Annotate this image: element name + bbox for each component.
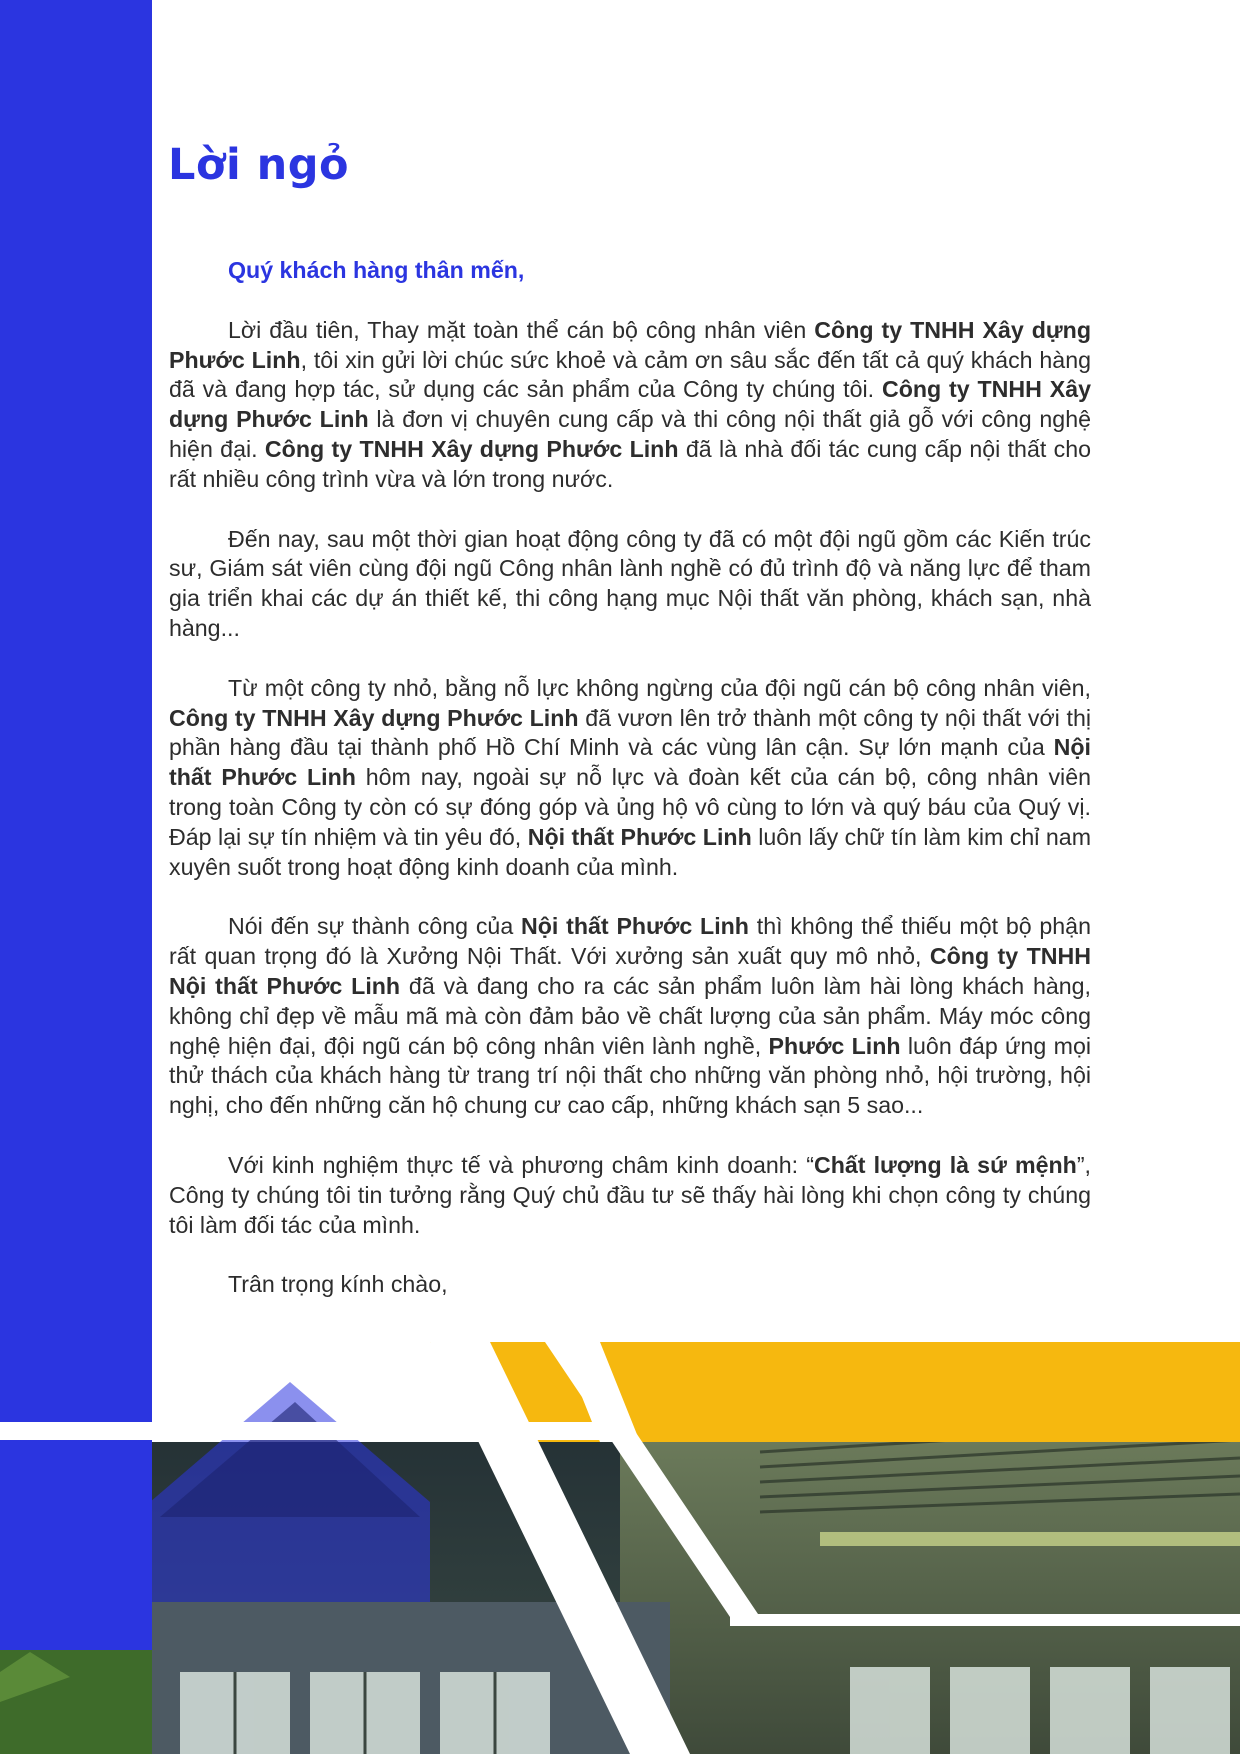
paragraph-1: [169, 316, 1091, 495]
brand-name: Phước Linh: [768, 1032, 901, 1059]
letter-body: [169, 256, 1091, 1300]
building-photo-banner: [0, 1342, 1240, 1754]
text-run: luôn đáp ứng mọi thử thách của khách hàng từ trang trí nội thất cho những văn phòng nhỏ, hội trường, hội nghị, cho đến những căn hộ chung cư cao cấp, những khách sạn 5 sao...: [169, 1032, 1091, 1119]
closing: Trân trọng kính chào,: [228, 1271, 448, 1298]
company-name: Công ty TNHH Xây dựng Phước Linh: [264, 435, 679, 462]
company-name: Công ty TNHH Xây dựng Phước Linh: [169, 704, 579, 731]
motto: Chất lượng là sứ mệnh: [813, 1151, 1077, 1178]
left-accent-bar-lower: [0, 1440, 152, 1650]
company-name: Công ty TNHH Nội thất Phước Linh: [169, 943, 1091, 999]
text-run: hôm nay, ngoài sự nỗ lực và đoàn kết của cán bộ, công nhân viên trong toàn Công ty còn có sự đóng góp và ủng hộ vô cùng to lớn và quý báu của Quý vị. Đáp lại sự tín nhiệm và tin yêu đó,: [169, 764, 1092, 850]
brand-name: Nội thất Phước Linh: [169, 734, 1091, 791]
left-accent-bar: [0, 0, 152, 1422]
text-run: thì không thể thiếu một bộ phận rất quan trọng đó là Xưởng Nội Thất. Với xưởng sản xuất quy mô nhỏ,: [169, 913, 1091, 970]
text-run: đã và đang cho ra các sản phẩm luôn làm hài lòng khách hàng, không chỉ đẹp về mẫu mã mà còn đảm bảo về chất lượng của sản phẩm. Máy móc công nghệ hiện đại, đội ngũ cán bộ công nhân viên lành nghề,: [169, 972, 1091, 1059]
paragraph-2: [169, 525, 1091, 644]
text-run: ”, Công ty chúng tôi tin tưởng rằng Quý chủ đầu tư sẽ thấy hài lòng khi chọn công ty chúng tôi làm đối tác của mình.: [169, 1151, 1091, 1238]
salutation: Quý khách hàng thân mến,: [228, 257, 525, 283]
text-run: đã vươn lên trở thành một công ty nội thất với thị phần hàng đầu tại thành phố Hồ Chí Minh và các vùng lân cận. Sự lớn mạnh của: [169, 704, 1091, 761]
page-title: Lời ngỏ: [168, 140, 350, 190]
text-run: Từ một công ty nhỏ, bằng nỗ lực không ngừng của đội ngũ cán bộ công nhân viên,: [228, 674, 1091, 701]
company-name: Công ty TNHH Xây dựng Phước Linh: [169, 316, 1091, 373]
text-run: Đến nay, sau một thời gian hoạt động công ty đã có một đội ngũ gồm các Kiến trúc sư, Giám sát viên cùng đội ngũ Công nhân lành nghề có đủ trình độ và năng lực để tham gia triển khai các dự án thiết kế, thi công hạng mục Nội thất văn phòng, khách sạn, nhà hàng...: [169, 525, 1091, 641]
paragraph-3: [169, 674, 1091, 883]
text-run: , tôi xin gửi lời chúc sức khoẻ và cảm ơn sâu sắc đến tất cả quý khách hàng đã và đang hợp tác, sử dụng các sản phẩm của Công ty chúng tôi.: [169, 346, 1091, 403]
text-run: đã là nhà đối tác cung cấp nội thất cho rất nhiều công trình vừa và lớn trong nước.: [169, 435, 1092, 492]
brand-name: Nội thất Phước Linh: [527, 823, 752, 850]
text-run: luôn lấy chữ tín làm kim chỉ nam xuyên suốt trong hoạt động kinh doanh của mình.: [169, 823, 1092, 880]
company-name: Công ty TNHH Xây dựng Phước Linh: [169, 376, 1091, 433]
text-run: Với kinh nghiệm thực tế và phương châm kinh doanh: “: [228, 1151, 814, 1178]
text-run: Nói đến sự thành công của: [228, 913, 522, 940]
text-run: Lời đầu tiên, Thay mặt toàn thể cán bộ công nhân viên: [228, 316, 815, 343]
brand-name: Nội thất Phước Linh: [521, 913, 749, 940]
paragraph-4: [169, 912, 1091, 1121]
paragraph-5: [169, 1151, 1091, 1240]
text-run: là đơn vị chuyên cung cấp và thi công nội thất giả gỗ với công nghệ hiện đại.: [169, 406, 1091, 462]
